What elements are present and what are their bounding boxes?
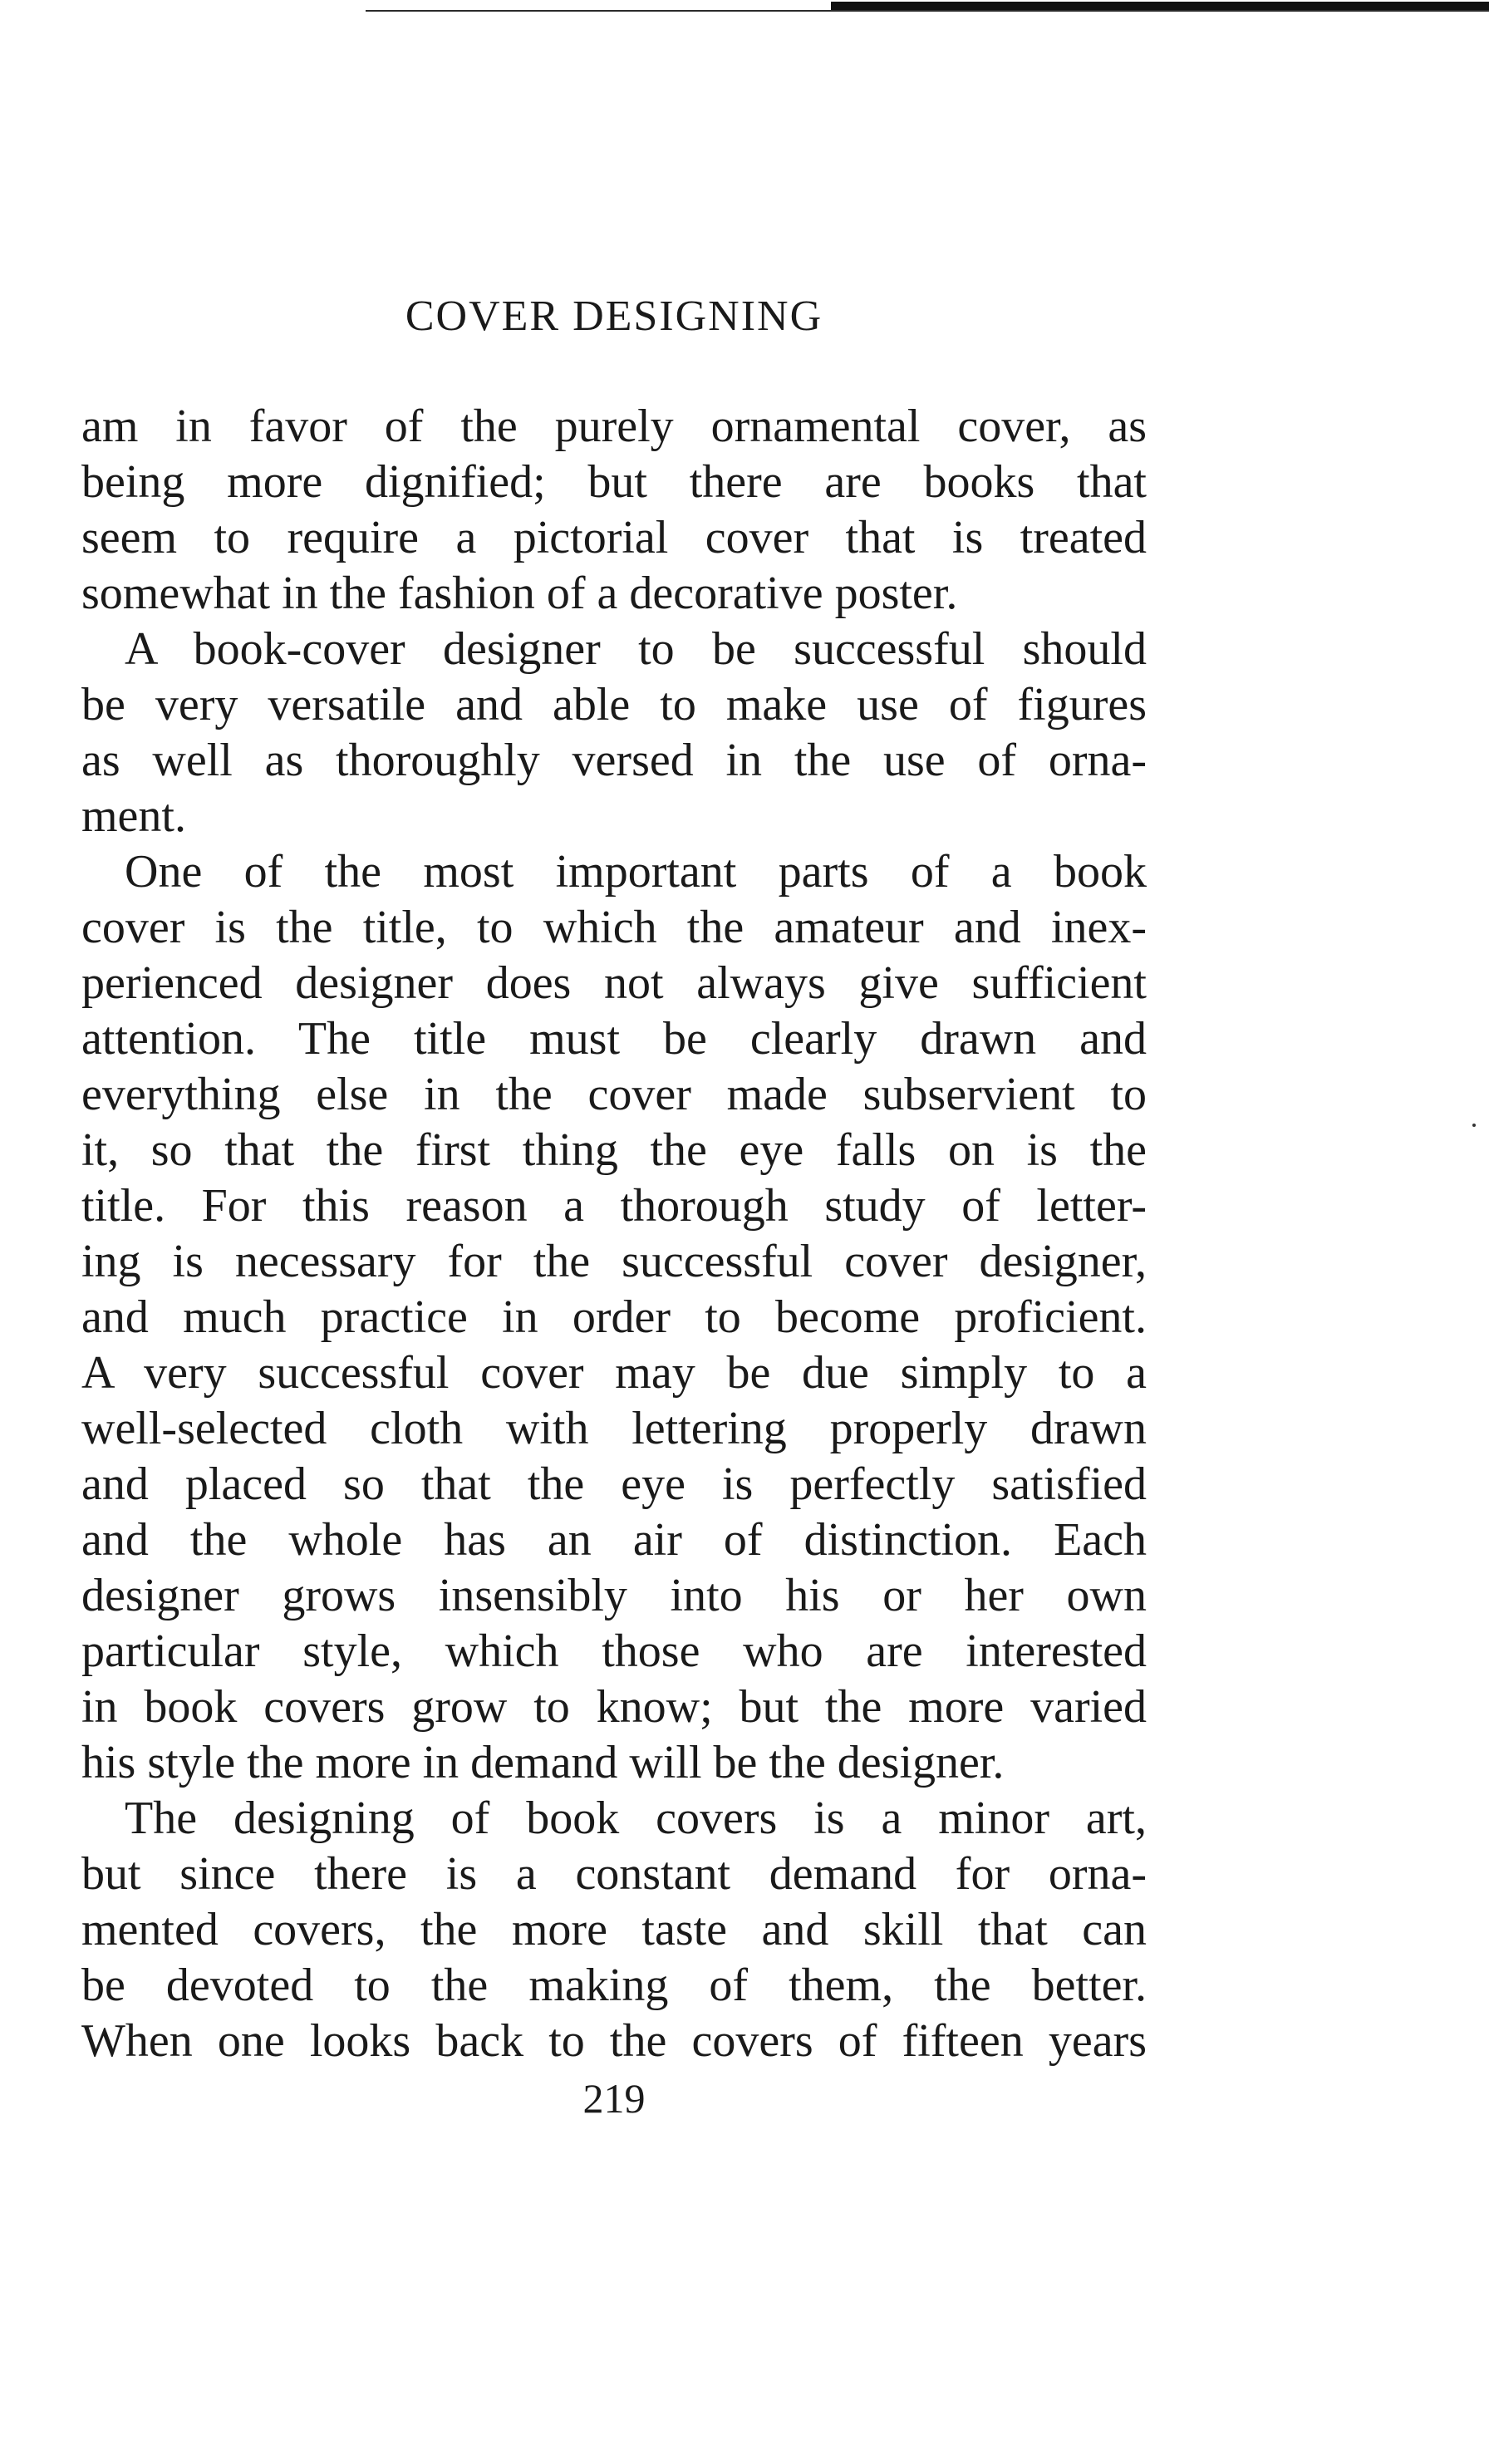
text-line: ing is necessary for the successful cover designer, [81,1236,1147,1287]
scan-speck [1472,1124,1476,1127]
text-line: When one looks back to the covers of fifteen years [81,2015,1147,2067]
text-line: designer grows insensibly into his or her own [81,1570,1147,1621]
page-number: 219 [582,2075,646,2122]
text-line: mented covers, the more taste and skill that can [81,1904,1147,1955]
text-line: am in favor of the purely ornamental cover, as [81,401,1147,452]
text-line: ment. [81,790,186,842]
running-head: COVER DESIGNING [405,293,823,340]
top-edge-bar [831,2,1489,10]
text-line: cover is the title, to which the amateur and inex- [81,902,1147,953]
text-line: everything else in the cover made subservient to [81,1069,1147,1120]
text-line: and much practice in order to become proficient. [81,1291,1147,1343]
text-line: being more dignified; but there are books that [81,456,1147,508]
text-line: well-selected cloth with lettering properly drawn [81,1403,1147,1454]
body-text [81,399,1147,2069]
text-line: seem to require a pictorial cover that is treated [81,512,1147,563]
text-line: somewhat in the fashion of a decorative poster. [81,568,958,619]
text-line: and placed so that the eye is perfectly satisfied [81,1458,1147,1510]
text-line: it, so that the first thing the eye falls on is the [81,1124,1147,1176]
text-line: and the whole has an air of distinction. Each [81,1514,1147,1566]
text-line: his style the more in demand will be the designer. [81,1737,1005,1788]
text-line: title. For this reason a thorough study of letter- [81,1180,1147,1232]
text-line: attention. The title must be clearly drawn and [81,1013,1147,1065]
text-line: as well as thoroughly versed in the use of orna- [81,735,1147,786]
text-line: in book covers grow to know; but the more varied [81,1681,1147,1733]
text-line: particular style, which those who are interested [81,1625,1147,1677]
text-line: be very versatile and able to make use of figures [81,679,1147,730]
text-line: be devoted to the making of them, the better. [81,1960,1147,2011]
text-line: One of the most important parts of a book [125,846,1147,898]
text-line: but since there is a constant demand for orna- [81,1848,1147,1900]
text-line: A very successful cover may be due simply to a [81,1347,1147,1399]
text-line: A book-cover designer to be successful should [125,623,1147,675]
top-edge-rule [366,10,1489,12]
text-line: The designing of book covers is a minor art, [125,1793,1147,1844]
text-line: perienced designer does not always give sufficient [81,957,1147,1009]
